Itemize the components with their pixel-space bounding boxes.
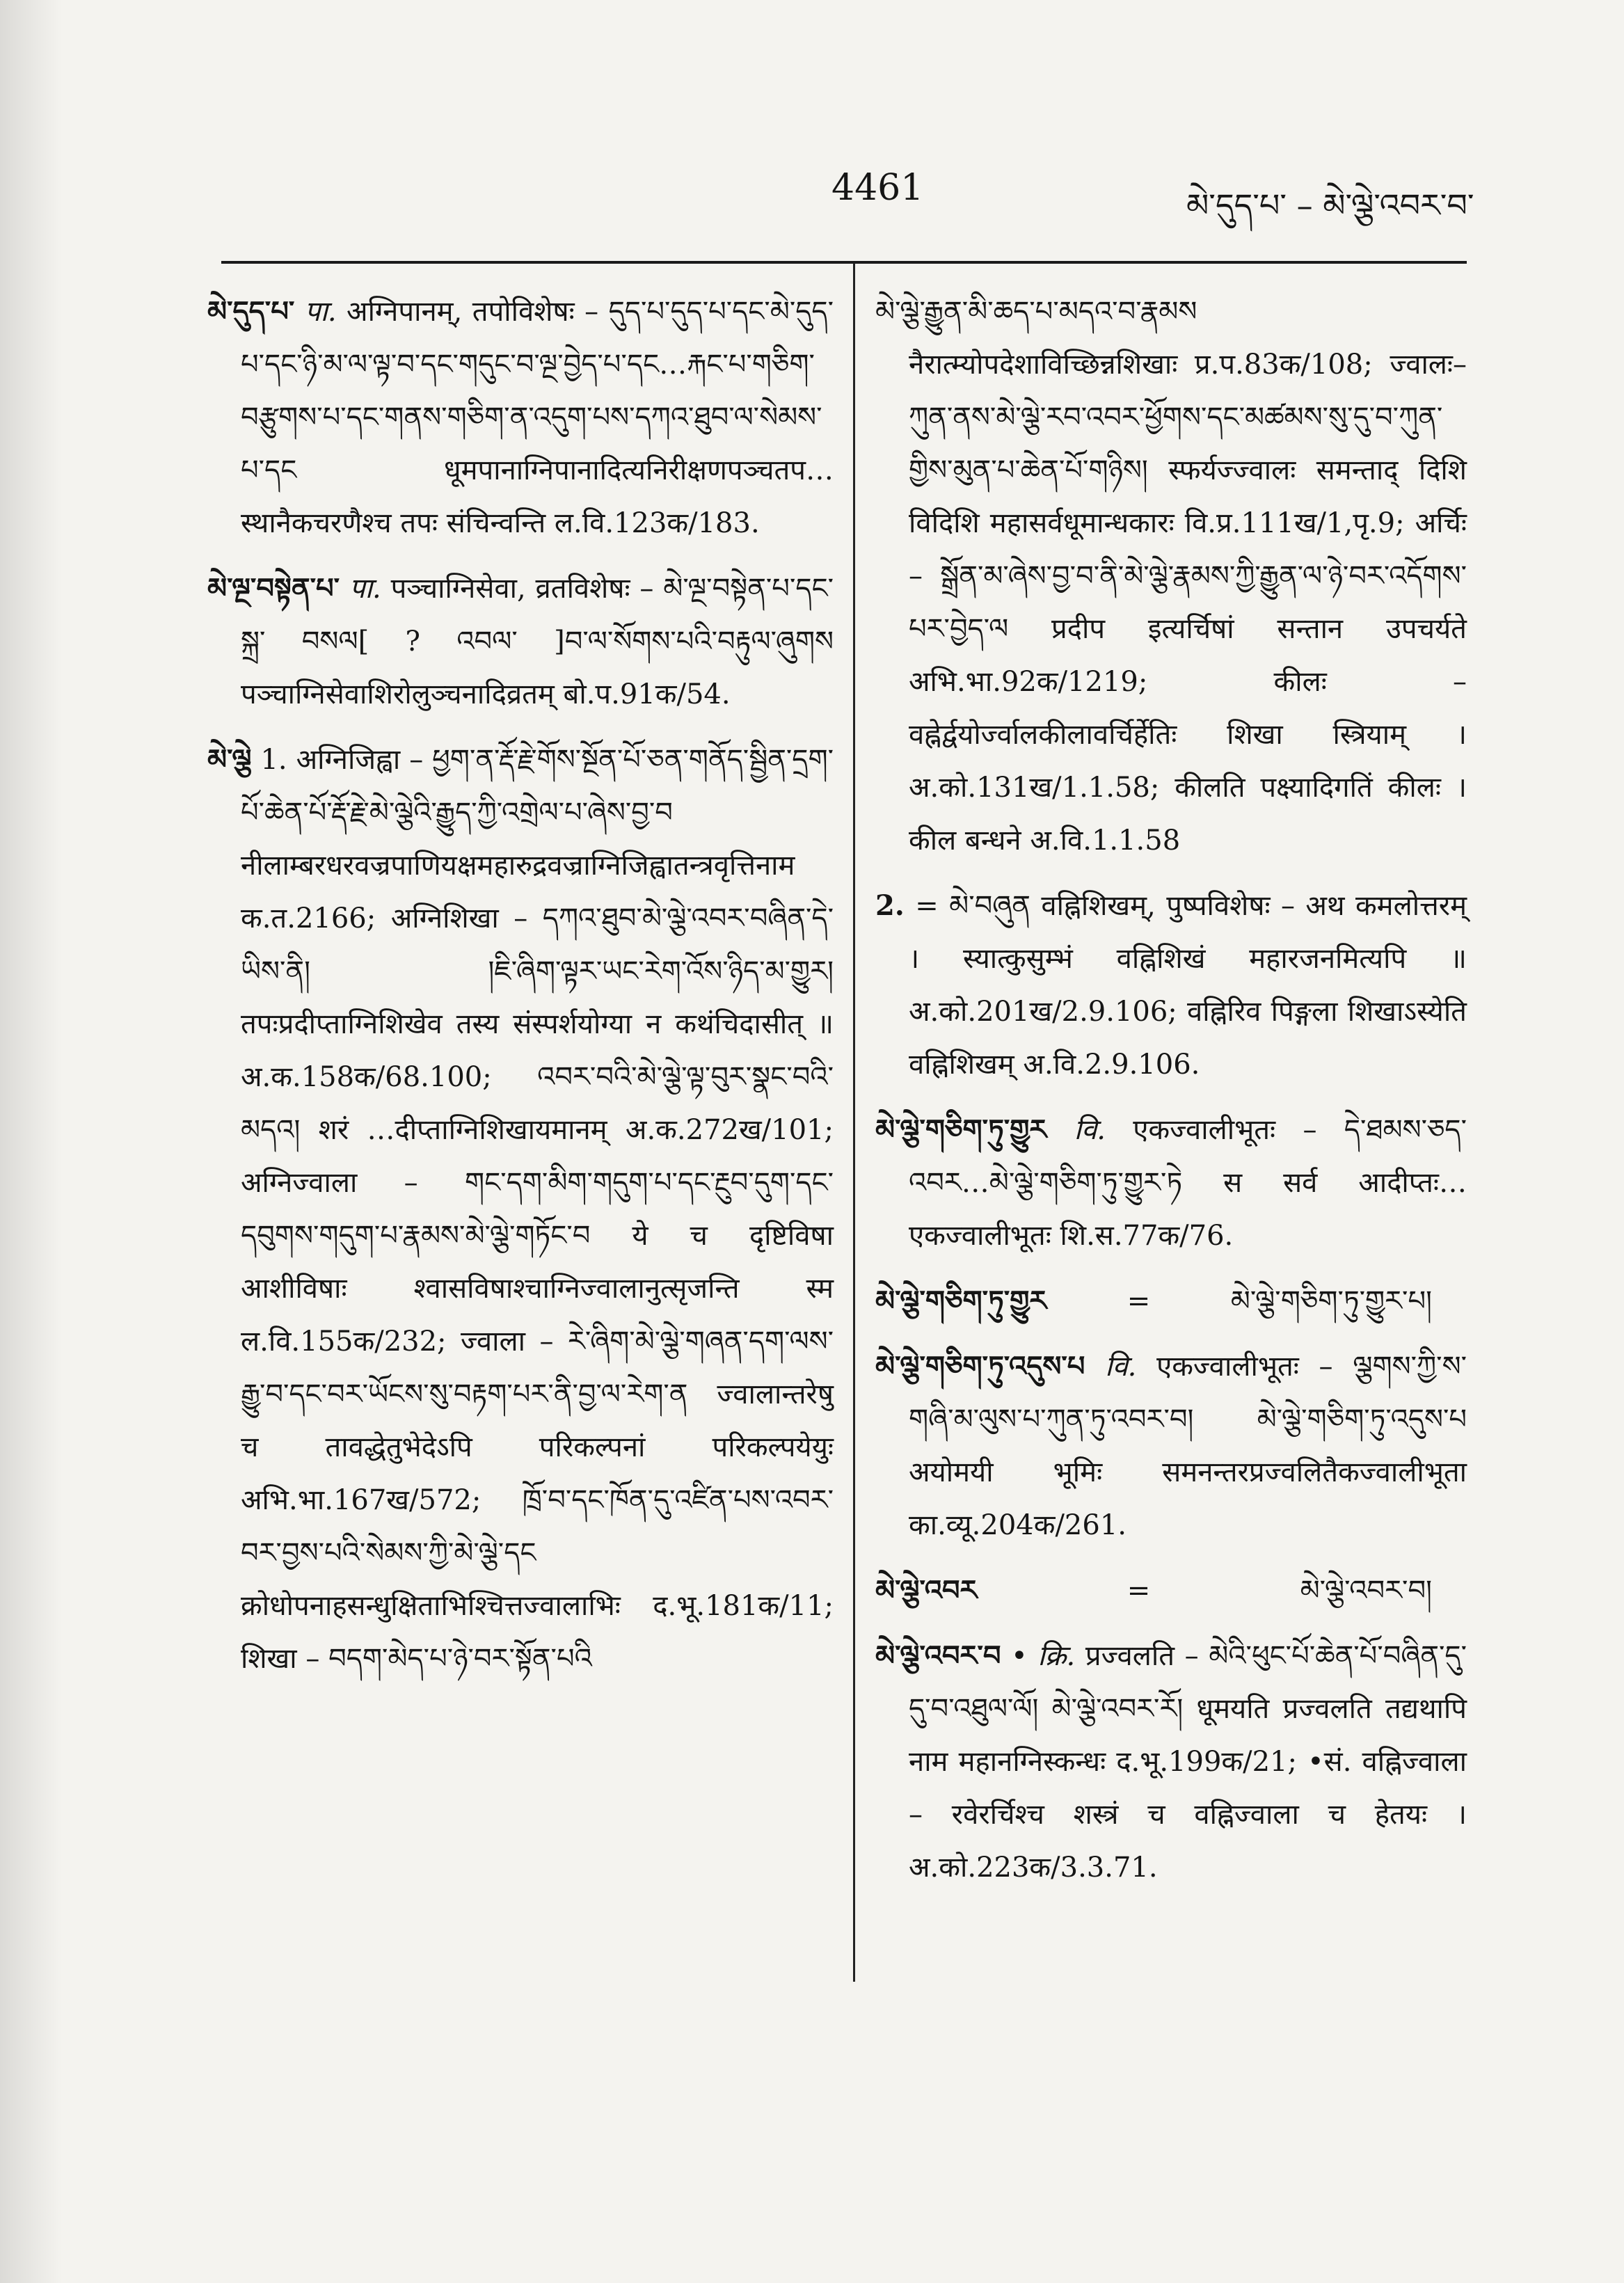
dictionary-entry [875, 1340, 1467, 1552]
crossref-right: མེ་ལྕེ་འབར་བ། [1300, 1575, 1432, 1607]
entry-text: प्रज्वलति – མེའི་ཕུང་པོ་ཆེན་པོ་བཞིན་དུ་དུ་བ་འཐུལ་ལོ། མེ་ལྕེ་འབར་རོ། धूमयति प्रज्वलति तद्यथापि नाम महानग्निस्कन्धः द.भू.199क/21; •सं. वह्निज्वाला – रवेरर्चिश्च शस्त्रं च वह्निज्वाला च हेतयः । अ.को.223क/3.3.71. [909, 1640, 1467, 1884]
entry-headword: མེ་དུད་པ་ [207, 295, 295, 328]
entry-paragraph [875, 285, 1467, 867]
left-column [207, 285, 834, 1698]
page-number: 4461 [831, 167, 924, 209]
crossref-right: མེ་ལྕེ་གཅིག་ཏུ་གྱུར་པ། [1230, 1285, 1432, 1317]
entry-paragraph [875, 880, 1467, 1091]
scan-edge-shadow [0, 0, 63, 2283]
dictionary-entry [207, 733, 834, 1685]
entry-text: = མེ་བཞུན वह्निशिखम्, पुष्पविशेषः – अथ कमलोत्तरम् । स्यात्कुसुम्भं वह्निशिखं महारजनमित्यपि ॥ अ.को.201ख/2.9.106; वह्निरिव पिङ्गला शिखाऽस्येति वह्निशिखम् अ.वि.2.9.106. [909, 890, 1467, 1081]
entry-text: अग्निपानम्, तपोविशेषः – དུད་པ་དུད་པ་དང་མེ་དུད་པ་དང་ཉི་མ་ལ་ལྟ་བ་དང་གདུང་བ་ལྔ་བྱེད་པ་དང…རྐང་པ་གཅིག་བརྩུགས་པ་དང་གནས་གཅིག་ན་འདུག་པས་དཀའ་ཐུབ་ལ་སེམས་པ་དང धूमपानाग्निपानादित्यनिरीक्षणपञ्चतप…स्थानैकचरणैश्च तपः संचिन्वन्ति ल.वि.123क/183. [241, 296, 834, 539]
entry-text: पञ्चाग्निसेवा, व्रतविशेषः – མེ་ལྔ་བསྟེན་པ་དང་སྐྲ་ བསལ[ ? འབལ་ ]བ་ལ་སོགས་པའི་བརྟུལ་ཞུགས पञ्चाग्निसेवाशिरोलुञ्चनादिव्रतम् बो.प.91क/54. [241, 573, 834, 710]
crossref-eq: = [1127, 1575, 1151, 1607]
entry-paragraph [875, 1104, 1467, 1262]
entry-paragraph [875, 1630, 1467, 1894]
entry-grammar-tag: पा. [349, 573, 381, 605]
crossref-left: མེ་ལྕེ་འབར [875, 1574, 978, 1607]
entry-headword: མེ་ལྕེ [207, 743, 252, 776]
cross-reference [875, 1275, 1467, 1328]
cross-reference [875, 1564, 1467, 1617]
entry-grammar-tag: • क्रि. [1011, 1640, 1076, 1672]
entry-headword: 2. [875, 889, 905, 922]
entry-grammar-tag: वि. [1074, 1114, 1106, 1146]
header-rule [221, 261, 1467, 264]
crossref-eq: = [1127, 1285, 1151, 1317]
dictionary-entry [875, 880, 1467, 1091]
dictionary-entry [875, 1104, 1467, 1262]
entry-headword: མེ་ལྔ་བསྟེན་པ་ [207, 572, 340, 605]
entry-headword: མེ་ལྕེ་གཅིག་ཏུ་འདུས་པ [875, 1350, 1085, 1383]
entry-text: 1. अग्निजिह्वा – ཕྱག་ན་རྡོ་རྗེ་གོས་སྔོན་པོ་ཅན་གནོད་སྦྱིན་དྲག་པོ་ཆེན་པོ་རྡོ་རྗེ་མེ་ལྕེའི་རྒྱུད་ཀྱི་འགྲེལ་པ་ཞེས་བྱ་བ नीलाम्बरधरवज्रपाणियक्षमहारुद्रवज्राग्निजिह्वातन्त्रवृत्तिनाम क.त.2166; अग्निशिखा – དཀའ་ཐུབ་མེ་ལྕེ་འབར་བཞིན་དེ་ཡིས་ནི། །ཇི་ཞིག་ལྟར་ཡང་རེག་འོས་ཉིད་མ་གྱུར། तपःप्रदीप्ताग्निशिखेव तस्य संस्पर्शयोग्या न कथंचिदासीत् ॥ अ.क.158क/68.100; འབར་བའི་མེ་ལྕེ་ལྟ་བུར་སྣང་བའི་མདའ། शरं …दीप्ताग्निशिखायमानम् अ.क.272ख/101; अग्निज्वाला – གང་དག་མིག་གདུག་པ་དང་རྔུབ་དུག་དང་དབུགས་གདུག་པ་རྣམས་མེ་ལྕེ་གཏོང་བ ये च दृष्टिविषा आशीविषाः श्वासविषाश्चाग्निज्वालानुत्सृजन्ति स्म ल.वि.155क/232; ज्वाला – རེ་ཞིག་མེ་ལྕེ་གཞན་དག་ལས་རྒྱུ་བ་དང་བར་ཡོངས་སུ་བརྟག་པར་ནི་བྱ་ལ་རེག་ན ज्वालान्तरेषु च तावद्धेतुभेदेऽपि परिकल्पनां परिकल्पयेयुः अभि.भा.167ख/572; ཁྲོ་བ་དང་ཁོན་དུ་འཛིན་པས་འབར་བར་བྱས་པའི་སེམས་ཀྱི་མེ་ལྕེ་དང क्रोधोपनाहसन्धुक्षिताभिश्चित्तज्वालाभिः द.भू.181क/11; शिखा – བདག་མེད་པ་ཉེ་བར་སྟོན་པའི [241, 744, 834, 1675]
entry-paragraph [875, 1340, 1467, 1552]
dictionary-entry [875, 1630, 1467, 1894]
entry-headword: མེ་ལྕེ་འབར་བ [875, 1639, 1001, 1672]
dictionary-entry [207, 562, 834, 721]
crossref-left: མེ་ལྕེ་གཅིག་ཏུ་གྱུར [875, 1284, 1047, 1317]
entry-grammar-tag: वि. [1105, 1351, 1137, 1383]
entry-grammar-tag: पा. [304, 296, 337, 328]
right-column [875, 285, 1467, 1907]
column-divider [853, 263, 855, 1982]
entry-paragraph [207, 733, 834, 1685]
entry-paragraph [207, 285, 834, 550]
entry-text: མེ་ལྕེ་རྒྱུན་མི་ཆད་པ་མདའ་བ་རྣམས नैरात्म्योपदेशाविच्छिन्नशिखाः प्र.प.83क/108; ज्वालः– ཀུན་ནས་མེ་ལྕེ་རབ་འབར་ཕྱོགས་དང་མཚམས་སུ་དུ་བ་ཀུན་གྱིས་མུན་པ་ཆེན་པོ་གཉིས། स्फर्यज्ज्वालः समन्ताद् दिशि विदिशि महासर्वधूमान्धकारः वि.प्र.111ख/1,पृ.9; अर्चिः – སྒྲོན་མ་ཞེས་བྱ་བ་ནི་མེ་ལྕེ་རྣམས་ཀྱི་རྒྱུན་ལ་ཉེ་བར་འདོགས་པར་བྱེད་ལ प्रदीप इत्यर्चिषां सन्तान उपचर्यते अभि.भा.92क/1219; कीलः – वह्नेर्द्वयोर्ज्वालकीलावर्चिर्हेतिः शिखा स्त्रियाम् । अ.को.131ख/1.1.58; कीलति पक्ष्यादिगतिं कीलः । कील बन्धने अ.वि.1.1.58 [875, 296, 1467, 857]
entry-text: एकज्वालीभूतः – ལྕགས་ཀྱི་ས་གཞི་མ་ལུས་པ་ཀུན་ཏུ་འབར་བ། མེ་ལྕེ་གཅིག་ཏུ་འདུས་པ अयोमयी भूमिः समनन्तरप्रज्वलितैकज्वालीभूता का.व्यू.204क/261. [909, 1351, 1467, 1541]
running-head: མེ་དུད་པ་ – མེ་ལྕེ་འབར་བ་ [1186, 186, 1474, 224]
entry-text: एकज्वालीभूतः – དེ་ཐམས་ཅད་འབར…མེ་ལྕེ་གཅིག་ཏུ་གྱུར་ཏེ स सर्व आदीप्तः…एकज्वालीभूतः शि.स.77क/76. [909, 1114, 1467, 1252]
entry-paragraph [207, 562, 834, 721]
dictionary-entry [207, 285, 834, 550]
entry-headword: མེ་ལྕེ་གཅིག་ཏུ་གྱུར [875, 1113, 1047, 1146]
dictionary-entry [875, 285, 1467, 867]
